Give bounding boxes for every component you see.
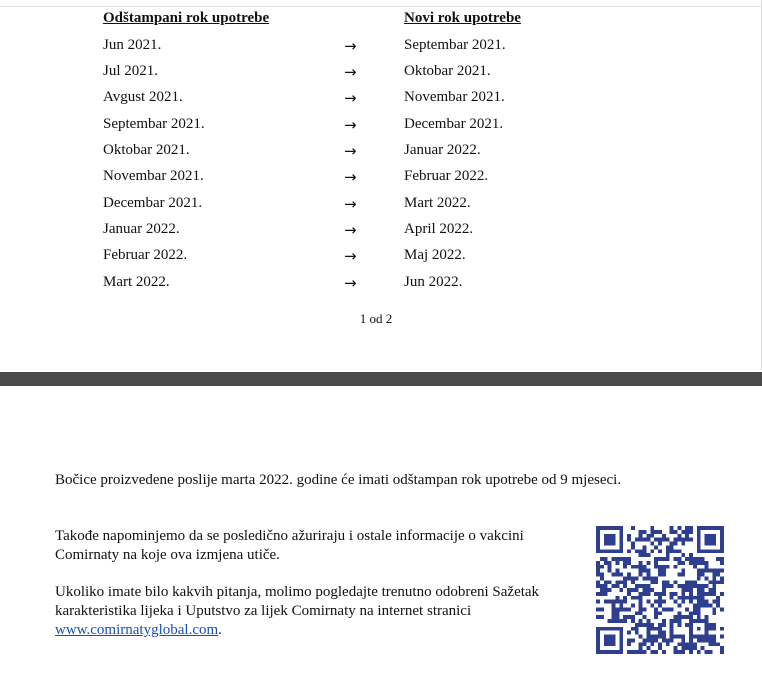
table-row [0, 37, 762, 59]
table-row [0, 116, 762, 138]
arrow-icon: → [344, 168, 357, 186]
printed-date: Septembar 2021. [103, 116, 205, 132]
page-top-edge [0, 0, 762, 7]
printed-date: Mart 2022. [103, 274, 170, 290]
printed-date: Novembar 2021. [103, 168, 204, 184]
arrow-icon: → [344, 195, 357, 213]
paragraph-shelf-life: Bočice proizvedene poslije marta 2022. godine će imati odštampan rok upotrebe od 9 mjeseci. [55, 472, 622, 488]
paragraph-questions [55, 583, 585, 640]
printed-date: Jul 2021. [103, 63, 159, 79]
new-expiry-header: Novi rok upotrebe [404, 10, 521, 26]
table-row [0, 221, 762, 243]
arrow-icon: → [344, 63, 357, 81]
page-2 [0, 386, 762, 675]
new-date: Januar 2022. [404, 142, 481, 158]
questions-text: Ukoliko imate bilo kakvih pitanja, molimo pogledajte trenutno odobreni Sažetak karakteristika lijeka i Uputstvo za lijek Comirnaty na internet stranici [55, 584, 540, 619]
arrow-icon: → [344, 116, 357, 134]
website-link[interactable]: www.comirnatyglobal.com [55, 622, 219, 638]
new-date: Decembar 2021. [404, 116, 504, 132]
table-row [0, 195, 762, 217]
table-row [0, 274, 762, 296]
printed-date: Jun 2021. [103, 37, 162, 53]
table-row [0, 168, 762, 190]
table-row [0, 63, 762, 85]
table-row [0, 247, 762, 269]
new-date: Jun 2022. [404, 274, 463, 290]
page-separator [0, 372, 762, 386]
table-row [0, 89, 762, 111]
arrow-icon: → [344, 89, 357, 107]
new-date: Februar 2022. [404, 168, 489, 184]
paragraph-update-note: Takođe napominjemo da se posledično ažuriraju i ostale informacije o vakcini Comirnaty na koje ova izmjena utiče. [55, 528, 524, 563]
qr-code-icon [596, 526, 724, 654]
arrow-icon: → [344, 221, 357, 239]
printed-expiry-header: Odštampani rok upotrebe [103, 10, 270, 26]
new-date: Septembar 2021. [404, 37, 506, 53]
new-date: Novembar 2021. [404, 89, 505, 105]
arrow-icon: → [344, 37, 357, 55]
printed-date: Avgust 2021. [103, 89, 183, 105]
arrow-icon: → [344, 247, 357, 265]
link-suffix: . [218, 622, 222, 638]
new-date: April 2022. [404, 221, 474, 237]
printed-date: Januar 2022. [103, 221, 180, 237]
table-row [0, 142, 762, 164]
new-date: Oktobar 2021. [404, 63, 491, 79]
arrow-icon: → [344, 142, 357, 160]
printed-date: Decembar 2021. [103, 195, 203, 211]
printed-date: Oktobar 2021. [103, 142, 190, 158]
printed-date: Februar 2022. [103, 247, 188, 263]
page-number: 1 od 2 [359, 311, 393, 326]
arrow-icon: → [344, 274, 357, 292]
new-date: Mart 2022. [404, 195, 471, 211]
new-date: Maj 2022. [404, 247, 466, 263]
